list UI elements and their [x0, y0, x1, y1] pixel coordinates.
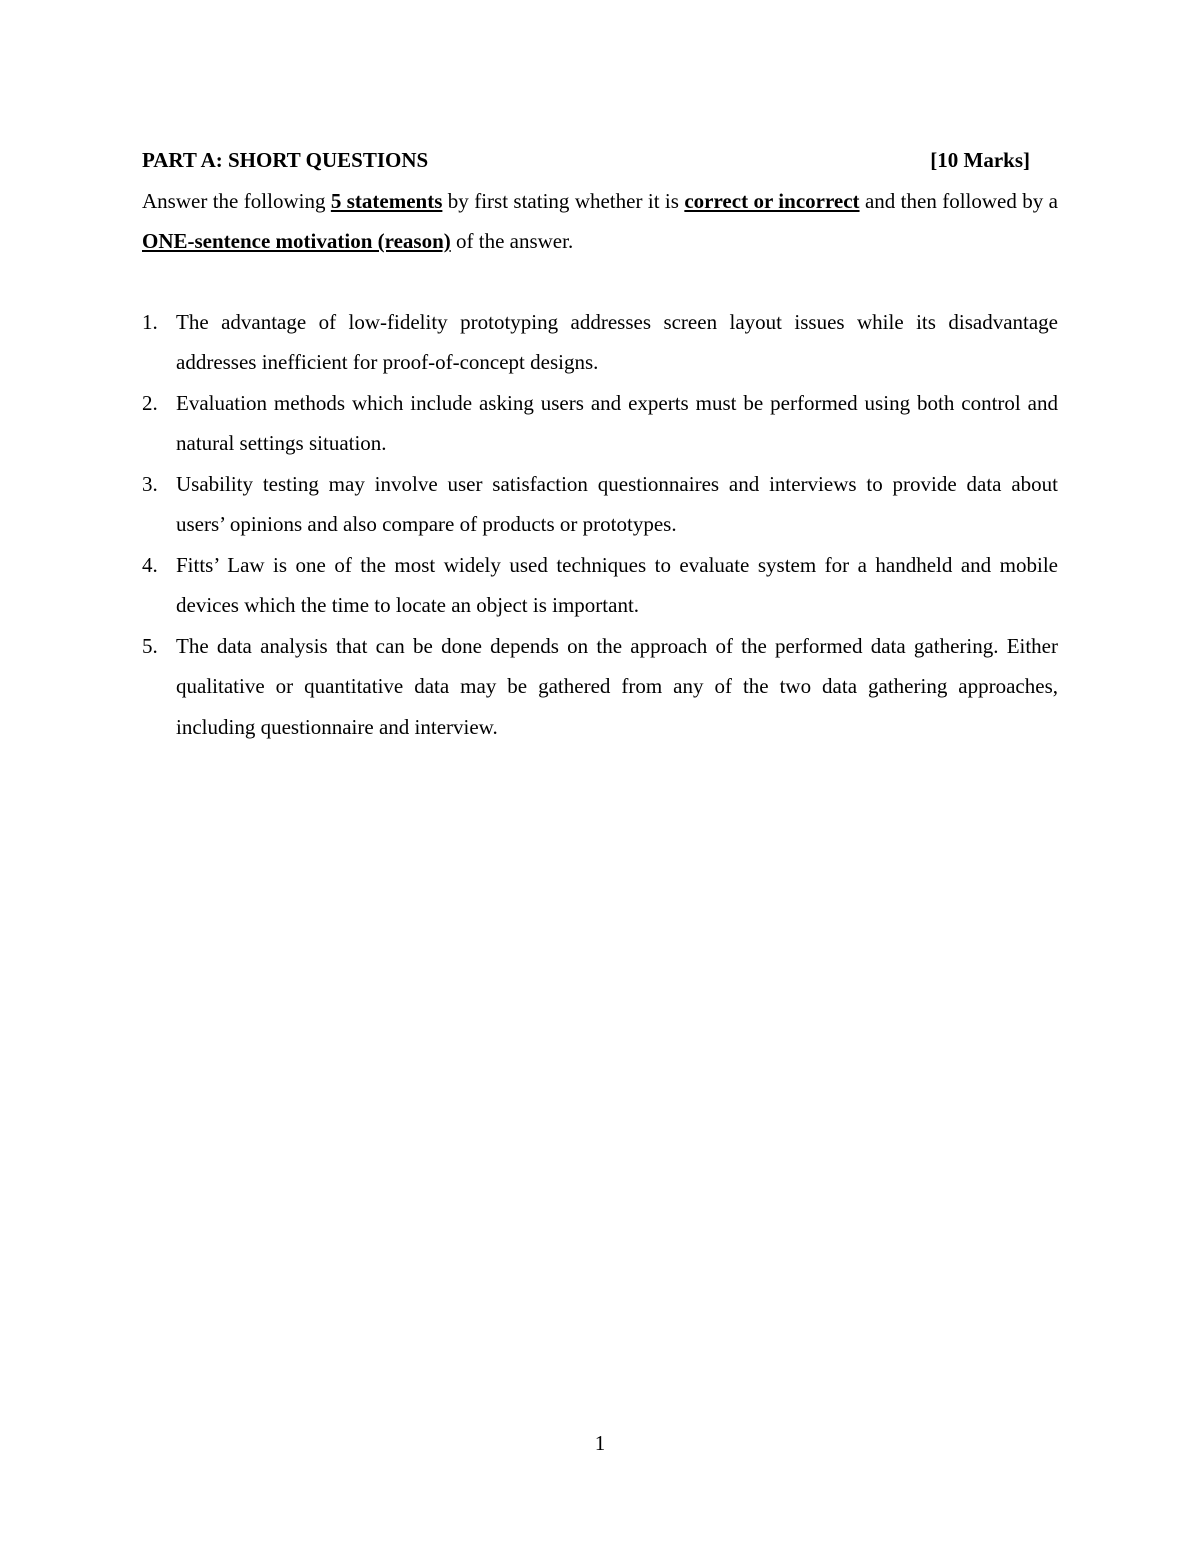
question-list — [142, 302, 1058, 748]
question-number: 3. — [142, 471, 158, 496]
instructions-paragraph — [142, 181, 1058, 262]
question-item — [142, 464, 1058, 545]
question-text: The data analysis that can be done depends on the approach of the performed data gathering. Either qualitative or quantitative data may be gathered from any of the two data gathering approaches, including questionnaire and interview. — [176, 633, 1058, 739]
instructions-text-1: Answer the following — [142, 188, 331, 213]
question-text: Usability testing may involve user satisfaction questionnaires and interviews to provide data about users’ opinions and also compare of products or prototypes. — [176, 471, 1058, 536]
question-text: The advantage of low-fidelity prototyping addresses screen layout issues while its disadvantage addresses inefficient for proof-of-concept designs. — [176, 309, 1058, 374]
question-text: Fitts’ Law is one of the most widely used techniques to evaluate system for a handheld and mobile devices which the time to locate an object is important. — [176, 552, 1058, 617]
question-number: 5. — [142, 633, 158, 658]
part-title: PART A: SHORT QUESTIONS — [142, 148, 429, 172]
instructions-emphasis-statements: 5 statements — [330, 188, 443, 213]
section-heading — [142, 140, 1058, 181]
question-number: 2. — [142, 390, 158, 415]
instructions-text-4: of the answer. — [450, 229, 574, 253]
question-item — [142, 626, 1058, 748]
instructions-emphasis-correctness: correct or incorrect — [684, 188, 860, 213]
question-item — [142, 302, 1058, 383]
instructions-text-3: and then followed by a — [859, 188, 1059, 213]
instructions-emphasis-motivation: ONE-sentence motivation (reason) — [142, 229, 451, 253]
question-number: 4. — [142, 552, 158, 577]
question-item — [142, 545, 1058, 626]
question-item — [142, 383, 1058, 464]
marks-label: [10 Marks] — [930, 148, 1030, 172]
question-text: Evaluation methods which include asking users and experts must be performed using both control and natural settings situation. — [176, 390, 1058, 455]
question-number: 1. — [142, 309, 158, 334]
document-content — [142, 140, 1058, 747]
instructions-text-2: by first stating whether it is — [442, 188, 685, 213]
page-number: 1 — [594, 1431, 606, 1455]
